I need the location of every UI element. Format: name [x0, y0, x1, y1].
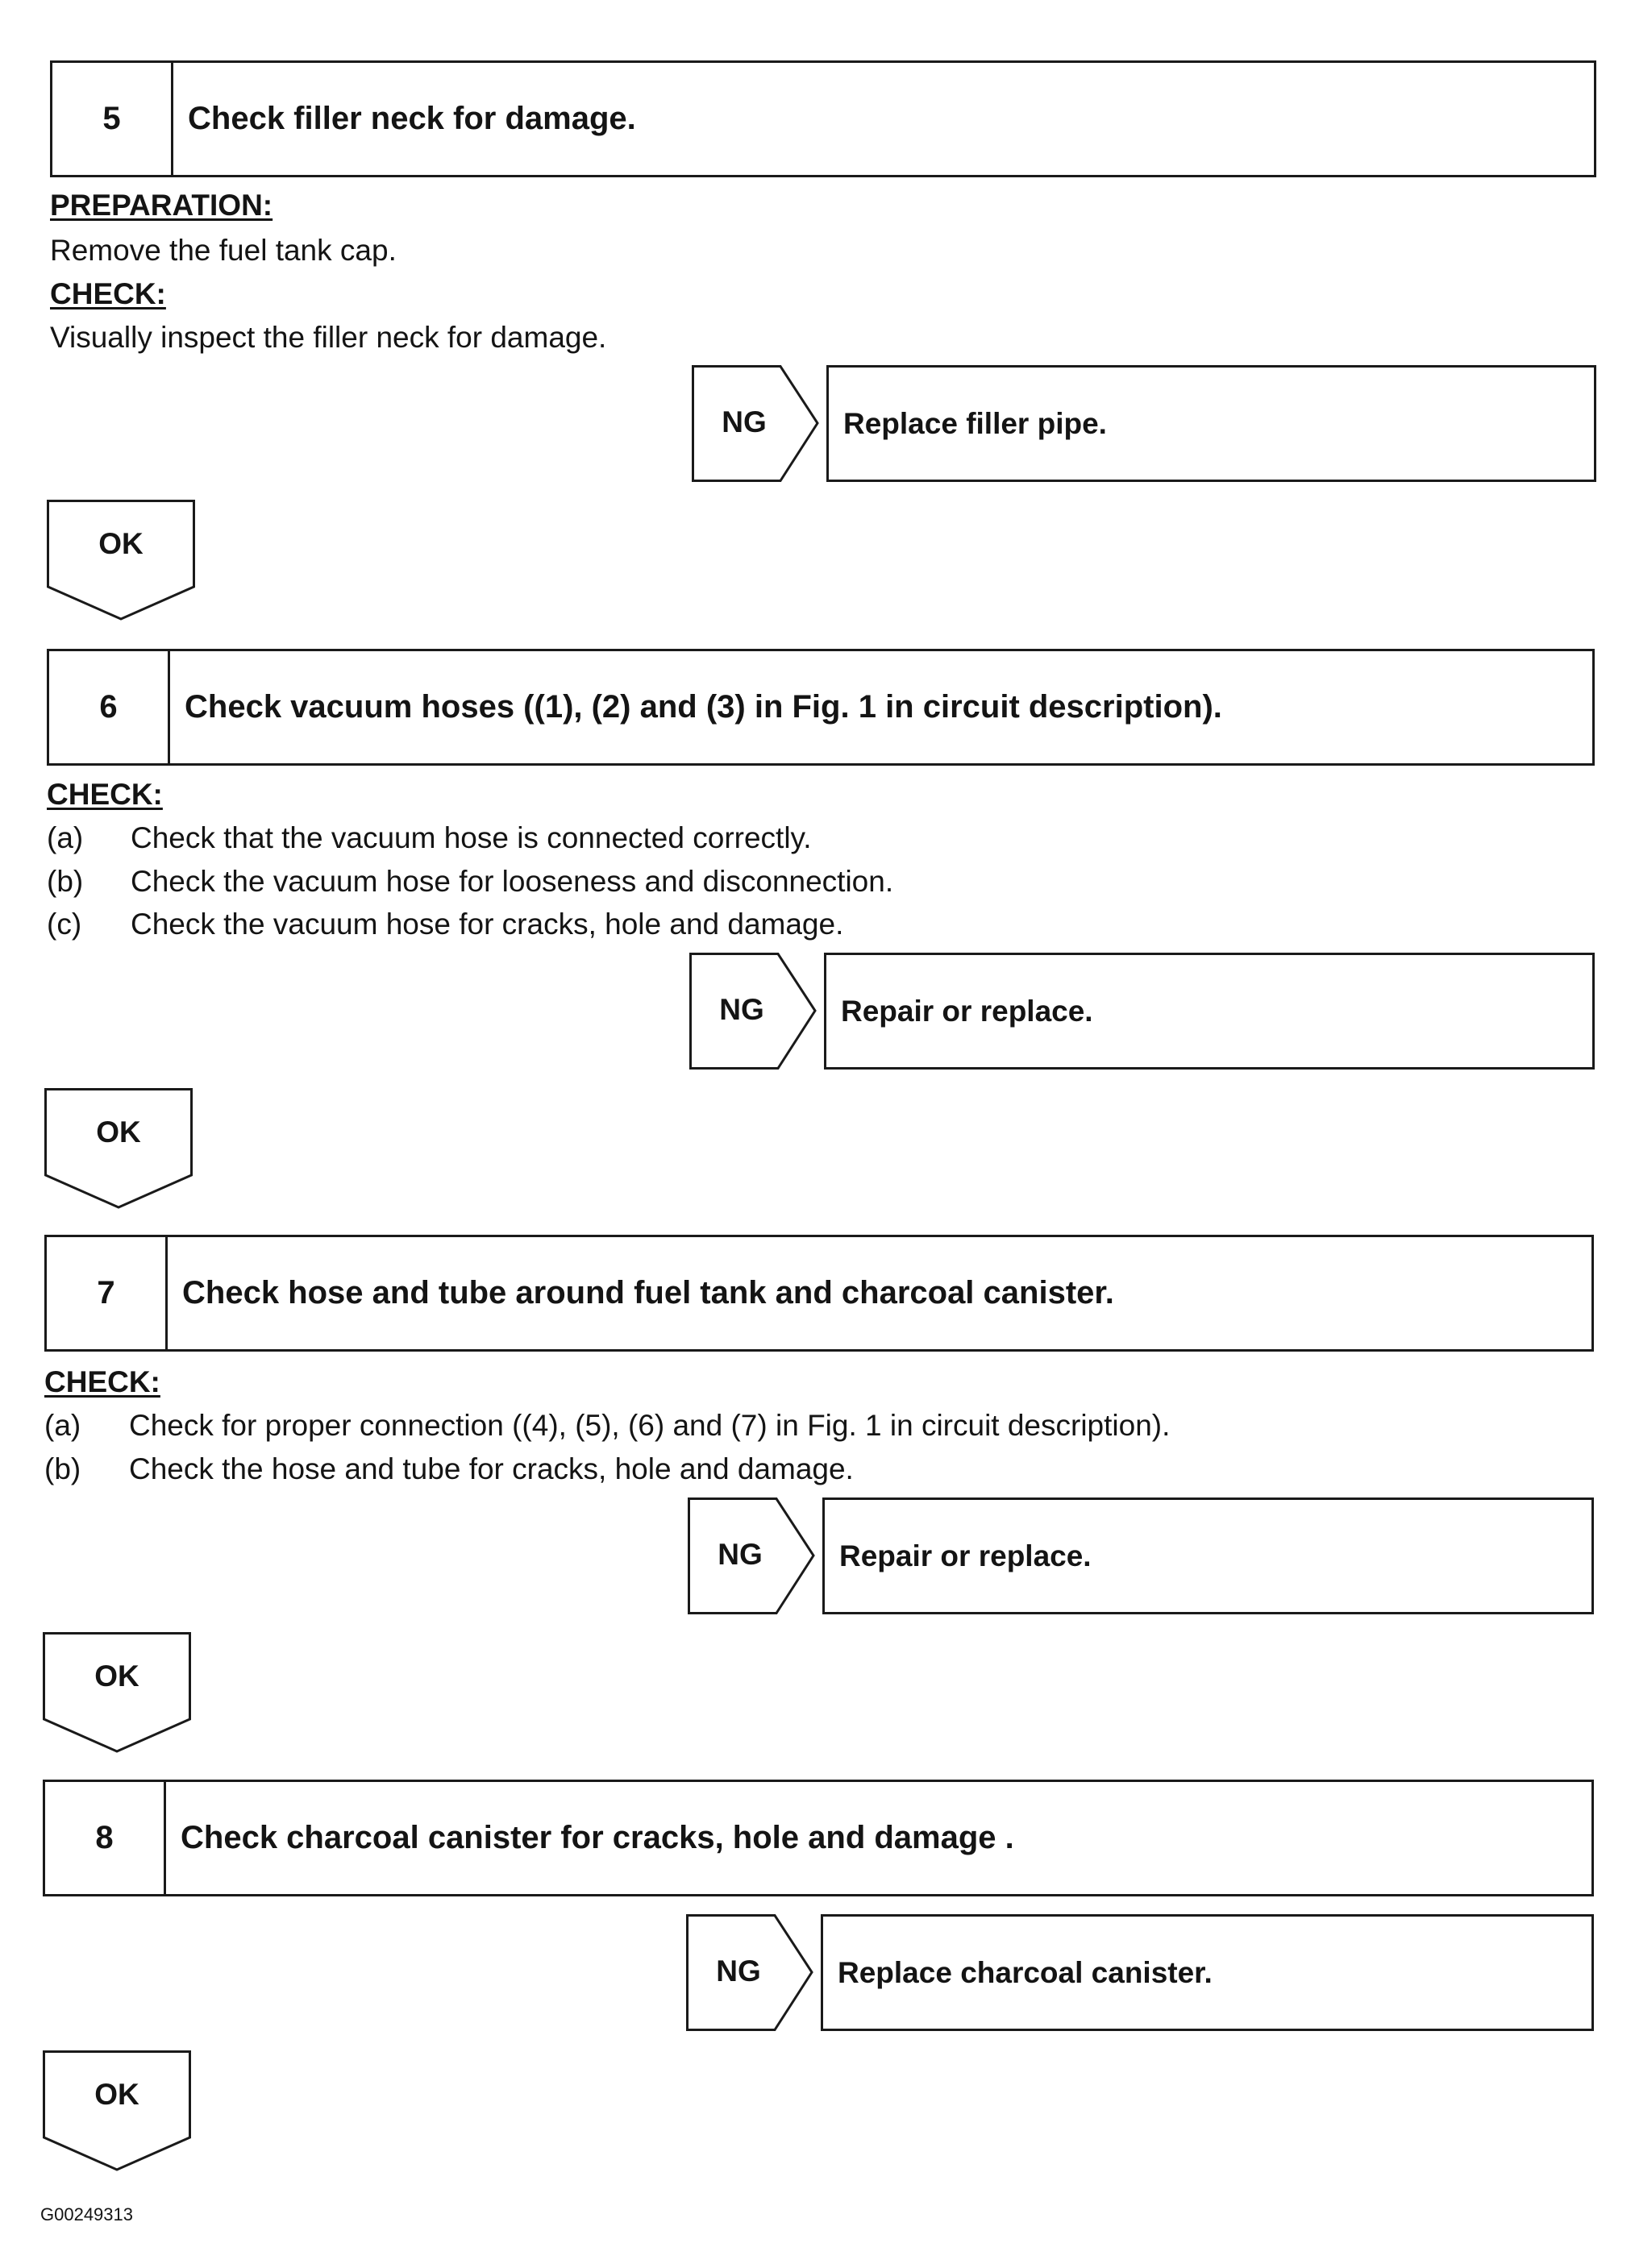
step-title: Check hose and tube around fuel tank and charcoal canister.	[182, 1275, 1114, 1311]
preparation-heading: PREPARATION:	[50, 189, 273, 222]
list-item-letter: (c)	[47, 908, 82, 941]
ok-label: OK	[94, 2078, 139, 2111]
ng-action-box: Replace filler pipe.	[826, 365, 1596, 482]
step-title: Check vacuum hoses ((1), (2) and (3) in Fig. 1 in circuit description).	[185, 689, 1222, 725]
ng-label: NG	[722, 405, 767, 438]
step-number: 6	[49, 651, 170, 763]
ok-label: OK	[98, 527, 144, 560]
ok-label: OK	[96, 1115, 141, 1149]
list-item-letter: (b)	[44, 1452, 81, 1485]
list-item-text: Check the hose and tube for cracks, hole and damage.	[129, 1452, 854, 1485]
step-8-header	[43, 1780, 1594, 1896]
check-text: Visually inspect the filler neck for damage.	[50, 321, 607, 354]
step-6-header	[47, 649, 1595, 766]
step-number: 7	[47, 1237, 168, 1349]
ng-label: NG	[719, 993, 764, 1026]
ng-label: NG	[718, 1538, 763, 1571]
list-item-text: Check the vacuum hose for cracks, hole and damage.	[131, 908, 844, 941]
list-item-text: Check that the vacuum hose is connected correctly.	[131, 821, 812, 854]
ng-action-box: Repair or replace.	[822, 1497, 1594, 1614]
list-item-text: Check for proper connection ((4), (5), (6) and (7) in Fig. 1 in circuit description).	[129, 1409, 1171, 1442]
step-7-header	[44, 1235, 1594, 1352]
preparation-text: Remove the fuel tank cap.	[50, 234, 397, 267]
check-heading: CHECK:	[50, 277, 166, 310]
ng-action-box: Replace charcoal canister.	[821, 1914, 1594, 2031]
list-item-letter: (a)	[44, 1409, 81, 1442]
list-item-letter: (a)	[47, 821, 84, 854]
list-item-letter: (b)	[47, 865, 84, 898]
step-title: Check filler neck for damage.	[188, 101, 636, 136]
figure-code: G00249313	[40, 2204, 133, 2224]
check-heading: CHECK:	[47, 778, 163, 811]
list-item-text: Check the vacuum hose for looseness and disconnection.	[131, 865, 894, 898]
step-5-header	[50, 60, 1596, 177]
ng-action-box: Repair or replace.	[824, 953, 1595, 1070]
step-number: 8	[45, 1782, 166, 1894]
ok-label: OK	[94, 1659, 139, 1693]
check-heading: CHECK:	[44, 1365, 160, 1398]
step-number: 5	[52, 63, 173, 175]
ng-label: NG	[716, 1954, 761, 1988]
step-title: Check charcoal canister for cracks, hole and damage .	[181, 1820, 1014, 1855]
